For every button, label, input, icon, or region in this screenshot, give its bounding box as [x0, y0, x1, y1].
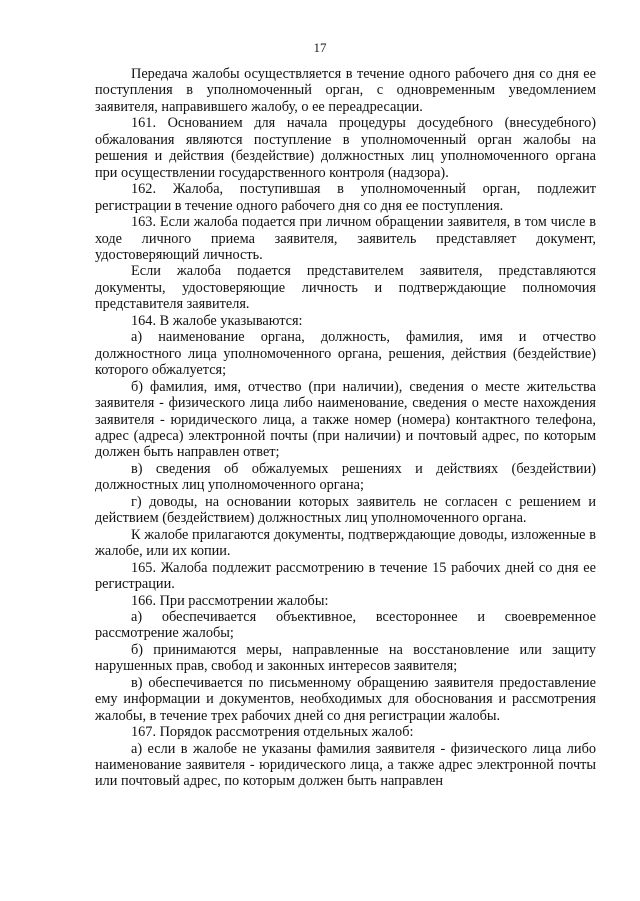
paragraph-representative: Если жалоба подается представителем заявителя, представляются документы, удостоверяющие личность и подтверждающие полномочия представителя заявителя.	[95, 263, 596, 313]
paragraph-167: 167. Порядок рассмотрения отдельных жалоб:	[131, 724, 414, 741]
paragraph-162: 162. Жалоба, поступившая в уполномоченный орган, подлежит регистрации в течение одного рабочего дня со дня ее поступления.	[95, 181, 596, 214]
paragraph-164-v: в) сведения об обжалуемых решениях и действиях (бездействии) должностных лиц уполномоченного органа;	[95, 460, 596, 494]
paragraph-attachments: К жалобе прилагаются документы, подтверждающие доводы, изложенные в жалобе, или их копии.	[95, 526, 596, 560]
paragraph-166-a: а) обеспечивается объективное, всестороннее и своевременное рассмотрение жалобы;	[95, 608, 596, 642]
paragraph-164: 164. В жалобе указываются:	[131, 312, 303, 329]
page-number: 17	[313, 40, 327, 55]
document-body	[95, 66, 596, 790]
paragraph-165: 165. Жалоба подлежит рассмотрению в течение 15 рабочих дней со дня ее регистрации.	[95, 559, 596, 593]
paragraph-163: 163. Если жалоба подается при личном обращении заявителя, в том числе в ходе личного приема заявителя, заявитель представляет документ, удостоверяющий личность.	[95, 214, 596, 263]
paragraph-167-a: а) если в жалобе не указаны фамилия заявителя - физического лица либо наименование заявителя - юридического лица, а также адрес электронной почты или почтовый адрес, по которым должен быть направлен	[95, 740, 596, 790]
paragraph-164-b: б) фамилия, имя, отчество (при наличии), сведения о месте жительства заявителя - физического лица либо наименование, сведения о месте нахождения заявителя - юридического лица, а также номер (номера) контактного телефона, адрес (адреса) электронной почты (при наличии) и почтовый адрес, по которым должен быть направлен ответ;	[95, 378, 596, 461]
paragraph-166-b: б) принимаются меры, направленные на восстановление или защиту нарушенных прав, свобод и законных интересов заявителя;	[95, 641, 596, 675]
paragraph-164-g: г) доводы, на основании которых заявитель не согласен с решением и действием (бездействием) должностных лиц уполномоченного органа.	[95, 493, 596, 527]
paragraph-161: 161. Основанием для начала процедуры досудебного (внесудебного) обжалования являются поступление в уполномоченный орган жалобы на решения и действия (бездействие) должностных лиц уполномоченного органа при осуществлении государственного контроля (надзора).	[95, 115, 596, 181]
paragraph-166: 166. При рассмотрении жалобы:	[131, 592, 329, 609]
paragraph-forwarding: Передача жалобы осуществляется в течение одного рабочего дня со дня ее поступления в уполномоченный орган, с одновременным уведомлением заявителя, направившего жалобу, о ее переадресации.	[95, 66, 596, 115]
paragraph-166-v: в) обеспечивается по письменному обращению заявителя предоставление ему информации и документов, необходимых для обоснования и рассмотрения жалобы, в течение трех рабочих дней со дня регистрации жалобы.	[95, 674, 596, 724]
paragraph-164-a: а) наименование органа, должность, фамилия, имя и отчество должностного лица уполномоченного органа, решения, действия (бездействие) которого обжалуется;	[95, 329, 596, 379]
